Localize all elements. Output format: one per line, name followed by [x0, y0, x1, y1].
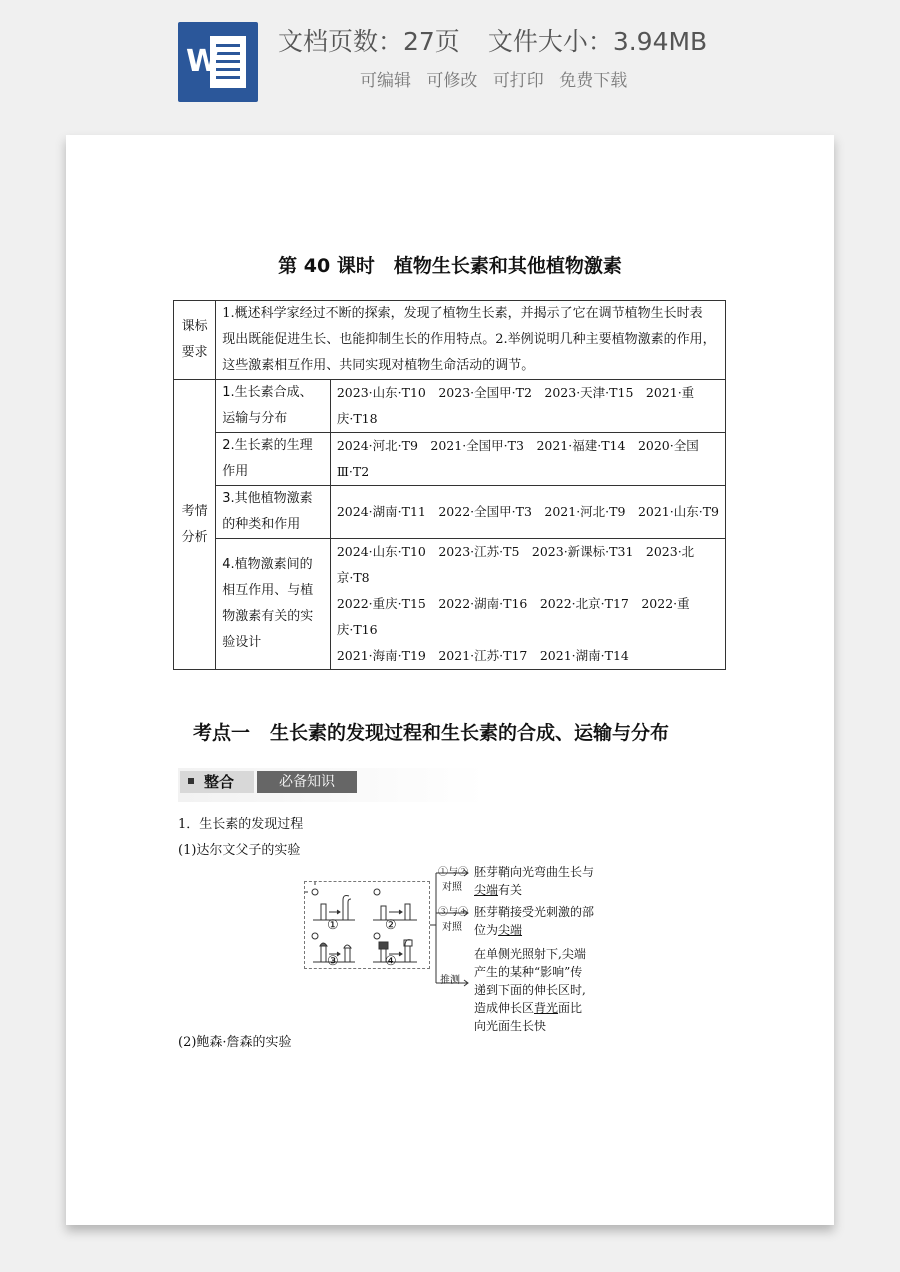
- darwin-experiment-diagram: [304, 865, 604, 1033]
- item-heading: 1．生长素的发现过程: [178, 817, 304, 832]
- experiment-box: [304, 881, 430, 969]
- document-page: [66, 135, 834, 1225]
- inference-label: 推测: [440, 975, 460, 986]
- topic-cell: 4.植物激素间的相互作用、与植物激素有关的实验设计: [216, 539, 331, 670]
- label-3: ③: [327, 954, 339, 969]
- table-row: [174, 486, 726, 539]
- file-size: 文件大小：3.94MB: [487, 27, 708, 56]
- page-count: 文档页数：27页: [278, 27, 460, 56]
- seedling-sketches: [305, 882, 431, 970]
- table-row: [174, 301, 726, 380]
- refs-cell: 2024·山东·T10 2023·江苏·T5 2023·新课标·T31 2023·北 京·T8 2022·重庆·T15 2022·湖南·T16 2022·北京·T17 2022·重 庆·T16 2021·海南·T19 2021·江苏·T17 2021·湖南·T14: [330, 539, 725, 670]
- subitem-darwin: (1)达尔文父子的实验: [178, 843, 301, 858]
- feature-list: [360, 66, 637, 91]
- feature-printable: 可打印: [492, 71, 544, 91]
- requirements-table: [173, 300, 726, 670]
- analysis-label: 考情分析: [174, 380, 216, 670]
- conclusion-1: 胚芽鞘向光弯曲生长与 尖端有关: [474, 865, 595, 897]
- topic-cell: 2.生长素的生理作用: [216, 433, 331, 486]
- section-tag: 整合 必备知识: [178, 768, 486, 802]
- square-bullet-icon: [188, 778, 194, 784]
- contrast-label-2: 对照: [442, 922, 462, 933]
- label-1: ①: [327, 918, 339, 933]
- feature-free-download: 免费下载: [559, 71, 628, 91]
- topic-cell: 3.其他植物激素的种类和作用: [216, 486, 331, 539]
- feature-editable: 可编辑: [360, 71, 411, 91]
- conclusion-2: 胚芽鞘接受光刺激的部 位为尖端: [474, 905, 595, 937]
- section-title: 考点一 生长素的发现过程和生长素的合成、运输与分布: [193, 722, 670, 744]
- feature-modifiable: 可修改: [426, 71, 478, 91]
- link-1-2: ①与②: [438, 867, 468, 878]
- link-3-4: ③与④: [438, 907, 468, 918]
- lesson-title: 第 40 课时 植物生长素和其他植物激素: [278, 255, 622, 277]
- subitem-boysen-jensen: (2)鲍森·詹森的实验: [178, 1035, 292, 1050]
- word-doc-icon: W: [178, 22, 258, 102]
- contrast-label-1: 对照: [442, 882, 462, 893]
- doc-meta: [278, 22, 735, 58]
- inference-text: 在单侧光照射下,尖端 产生的某种“影响”传 递到下面的伸长区时, 造成伸长区背光面比 向光面生长快: [474, 947, 586, 1033]
- download-banner: [0, 0, 900, 118]
- refs-cell: 2023·山东·T10 2023·全国甲·T2 2023·天津·T15 2021·重 庆·T18: [330, 380, 725, 433]
- label-4: ④: [385, 954, 397, 969]
- refs-cell: 2024·湖南·T11 2022·全国甲·T3 2021·河北·T9 2021·山东·T9: [330, 486, 725, 539]
- table-row: [174, 433, 726, 486]
- table-row: [174, 539, 726, 670]
- topic-cell: 1.生长素合成、运输与分布: [216, 380, 331, 433]
- table-row: [174, 380, 726, 433]
- label-2: ②: [385, 918, 397, 933]
- req-text: 1.概述科学家经过不断的探索，发现了植物生长素，并揭示了它在调节植物生长时表 现出既能促进生长、也能抑制生长的作用特点。2.举例说明几种主要植物激素的作用， 这些激素相互作用、共同实现对植物生命活动的调节。: [216, 301, 726, 380]
- req-label: 课标要求: [174, 301, 216, 380]
- refs-cell: 2024·河北·T9 2021·全国甲·T3 2021·福建·T14 2020·全国 Ⅲ·T2: [330, 433, 725, 486]
